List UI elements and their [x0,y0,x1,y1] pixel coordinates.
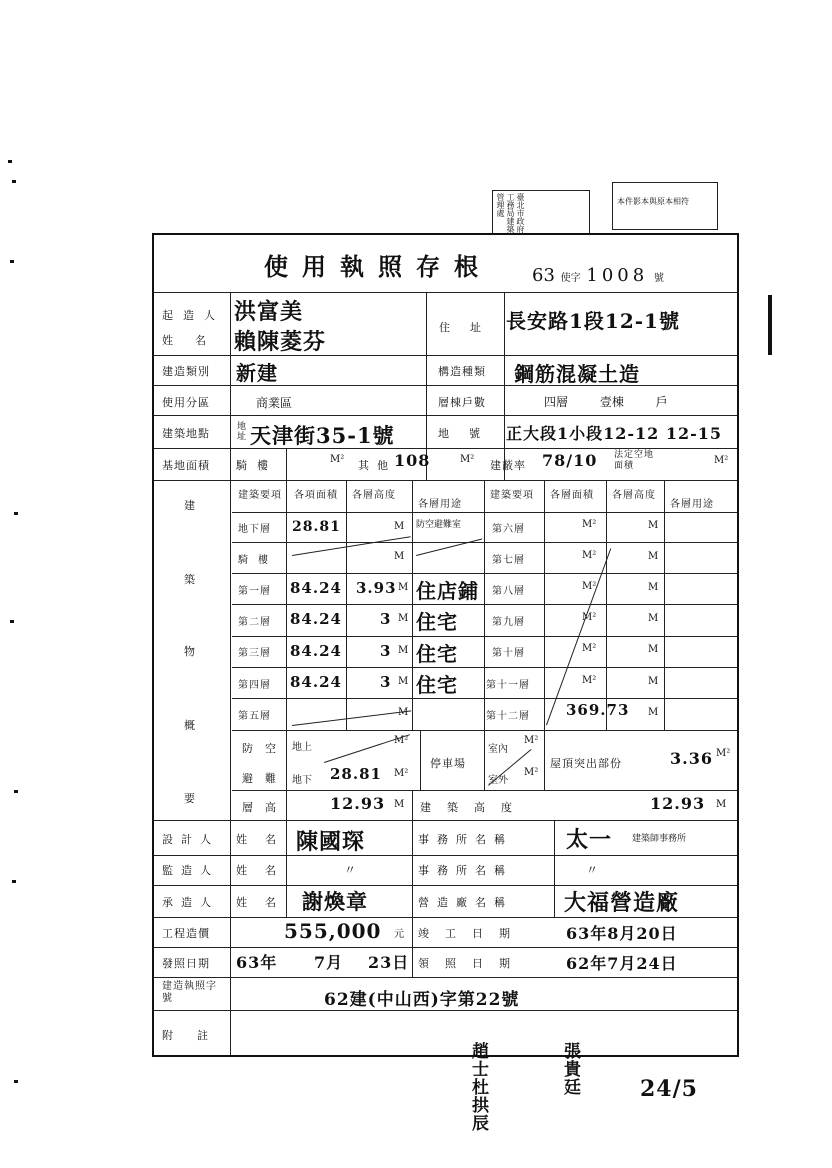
bottom-date-mark: 24/5 [640,1076,698,1102]
col-header-3: 各層高度 [352,490,396,501]
recv-label: 領照日期 [418,957,526,970]
contractor-firm-label: 營造廠名稱 [418,896,513,909]
supervisor-name: 〃 [344,863,357,877]
floor-name-right: 第十二層 [486,711,530,722]
floors-value: 四層 壹棟 戶 [544,395,668,409]
floor-use: 住宅 [416,642,458,666]
coverage-label: 建蔽率 [490,459,526,472]
floor-area: 84.24 [290,610,342,628]
contractor-name-label: 姓名 [236,896,294,909]
parking-label: 停車場 [430,757,466,770]
bottom-left-name: 趙士杜拱辰 [468,1042,488,1132]
builder-name-label: 姓名 [162,334,228,347]
arcade-unit: M² [330,454,345,465]
shelter-label: 防空 [242,742,288,755]
site-value: 天津街35-1號 [250,423,395,448]
bottom-right-name: 張貴廷 [560,1042,580,1096]
contractor-label: 承造人 [162,896,219,909]
builder-label: 起造人 [162,309,225,322]
storey-height-unit: M [394,799,405,810]
floor-name: 第二層 [238,617,271,628]
top-stamp-left: 臺北市政府工務局建築管理處 [496,193,525,233]
floor-name: 騎樓 [238,555,278,566]
building-type-value: 新建 [236,361,278,385]
other-label: 其他 [358,459,396,472]
floor-name-right: 第七層 [492,555,525,566]
total-area: 369.73 [566,701,630,719]
outdoor-unit: M² [524,767,539,778]
address-value: 長安路1段12-1號 [506,309,680,333]
floor-area: 84.24 [290,673,342,691]
floor-name-right: 第十一層 [486,680,530,691]
indoor-label: 室內 [488,744,508,755]
floor-use: 住宅 [416,673,458,697]
floor-height-unit: M [398,645,409,656]
doc-no-number: 1008 [586,265,649,286]
floor-height: 3 [380,673,392,691]
floor-name: 地下層 [238,524,271,535]
zoning-label: 使用分區 [162,396,210,409]
col-header-2: 各項面積 [294,490,338,501]
floor-height: 3.93 [356,579,397,597]
below-unit: M² [394,768,409,779]
zoning-value: 商業區 [256,396,293,410]
doc-no-year: 63 [532,265,555,286]
permit-label: 建造執照字號 [162,981,217,1004]
doc-no-word: 使字 [560,273,581,284]
overview-side-3: 物 [184,645,196,658]
col-header-4: 各層用途 [418,499,462,510]
designer-label: 設計人 [162,833,219,846]
form-title: 使用執照存根 [264,252,492,281]
open-space-unit: M² [714,455,729,466]
top-stamp [492,190,590,234]
contractor-firm: 大福營造廠 [564,890,680,916]
issue-month: 7月 [314,953,344,972]
issue-day: 23日 [368,953,410,972]
floor-area: 84.24 [290,642,342,660]
start-value: 63年8月20日 [566,924,678,943]
floor-unit-right: M [648,613,659,624]
floor-area-unit: M [394,521,405,532]
address-label: 住址 [439,321,501,334]
issue-year: 63年 [236,953,278,972]
floor-name: 第三層 [238,648,271,659]
designer-firm-label: 事務所名稱 [418,833,513,846]
above-label: 地上 [292,742,312,753]
structure-value: 鋼筋混凝土造 [514,362,640,386]
designer-firm-note: 建築師事務所 [632,834,687,844]
floor-height-unit: M [398,582,409,593]
coverage-value: 78/10 [542,451,598,470]
cost-unit: 元 [394,929,404,940]
top-stamp-box [612,182,718,230]
supervisor-firm: 〃 [586,863,599,877]
margin-marks [762,295,802,1015]
overview-side-1: 建 [184,499,196,512]
col-header-1: 建築要項 [238,490,282,501]
floor-unit-right: M² [582,675,597,686]
supervisor-label: 監造人 [162,864,219,877]
floor-unit-right: M [648,676,659,687]
col-header-5: 建築要項 [490,490,534,501]
designer-name-label: 姓名 [236,833,294,846]
other-value: 108 [394,451,431,470]
permit-value: 62建(中山西)字第22號 [324,990,520,1010]
floor-unit-right: M [648,582,659,593]
below-value: 28.81 [330,765,382,783]
overview-side-4: 概 [184,719,196,732]
floor-height: 3 [380,610,392,628]
open-space-label: 法定空地面積 [614,450,655,471]
issue-label: 發照日期 [162,957,210,970]
storey-height-label: 層高 [242,801,288,814]
roof-label: 屋頂突出部份 [550,757,622,770]
designer-firm: 太一 [566,827,613,853]
site-sub-label: 地址 [235,421,245,441]
floor-unit-right: M [648,644,659,655]
floor-name-right: 第六層 [492,524,525,535]
below-label: 地下 [292,775,312,786]
builder-name-2: 賴陳菱芬 [234,329,327,355]
floor-height: 3 [380,642,392,660]
roof-value: 3.36 [670,749,713,768]
col-header-6: 各層面積 [550,490,594,501]
outdoor-label: 室外 [488,775,508,786]
designer-name: 陳國琛 [296,829,366,855]
floor-unit-right: M² [582,550,597,561]
floor-name: 第四層 [238,680,271,691]
storey-height-value: 12.93 [330,794,386,813]
structure-label: 構造種類 [438,365,486,378]
floor-unit-right: M² [582,519,597,530]
evac-label: 避難 [242,772,288,785]
roof-unit: M² [716,748,731,759]
floor-unit-right: M² [582,643,597,654]
floor-use: 住宅 [416,610,458,634]
floor-area: 28.81 [292,519,341,535]
floor-height-unit: M [398,707,409,718]
overview-side-5: 要 [184,792,196,805]
top-stamp-right: 本件影本與原本相符 [617,197,689,206]
floor-name-right: 第十層 [492,648,525,659]
floor-name-right: 第八層 [492,586,525,597]
indoor-unit: M² [524,735,539,746]
building-height-unit: M [716,799,727,810]
building-height-value: 12.93 [650,794,706,813]
start-label: 竣工日期 [418,927,526,940]
contractor-name: 謝煥章 [302,889,368,914]
doc-no-suffix: 號 [653,273,664,284]
col-header-8: 各層用途 [670,499,714,510]
floor-unit-right: M² [582,612,597,623]
area-label: 基地面積 [162,459,210,472]
supervisor-name-label: 姓名 [236,864,294,877]
floor-height-unit: M [398,676,409,687]
floor-name: 第一層 [238,586,271,597]
floor-use: 住店鋪 [416,579,479,603]
cost-value: 555,000 [284,919,382,943]
building-height-label: 建築高度 [420,801,528,814]
builder-name-1: 洪富美 [234,299,304,325]
floor-height-unit: M [398,613,409,624]
lot-label: 地號 [438,427,500,440]
floor-unit-right: M [648,707,659,718]
recv-value: 62年7月24日 [566,954,678,973]
above-unit: M² [394,735,409,746]
note-label: 附註 [162,1029,232,1042]
floor-unit-right: M² [582,581,597,592]
floor-use: 防空避難室 [416,520,462,530]
crossout-line [324,734,410,763]
floor-name: 第五層 [238,711,271,722]
floor-height-unit: M [394,551,405,562]
arcade-label: 騎樓 [236,459,278,472]
floors-label: 層棟戶數 [438,396,486,409]
building-type-label: 建造類別 [162,365,210,378]
crossout-line [292,536,411,556]
floor-unit-right: M [648,551,659,562]
cost-label: 工程造價 [162,927,210,940]
overview-side-2: 築 [184,573,196,586]
floor-name-right: 第九層 [492,617,525,628]
permit-form [152,233,739,1057]
crossout-line [292,710,411,726]
floor-unit-right: M [648,520,659,531]
lot-value: 正大段1小段12-12 12-15 [506,424,723,443]
floor-area: 84.24 [290,579,342,597]
supervisor-firm-label: 事務所名稱 [418,864,513,877]
site-label: 建築地點 [162,427,210,440]
document-number [532,265,664,286]
col-header-7: 各層高度 [612,490,656,501]
other-unit: M² [460,454,475,465]
